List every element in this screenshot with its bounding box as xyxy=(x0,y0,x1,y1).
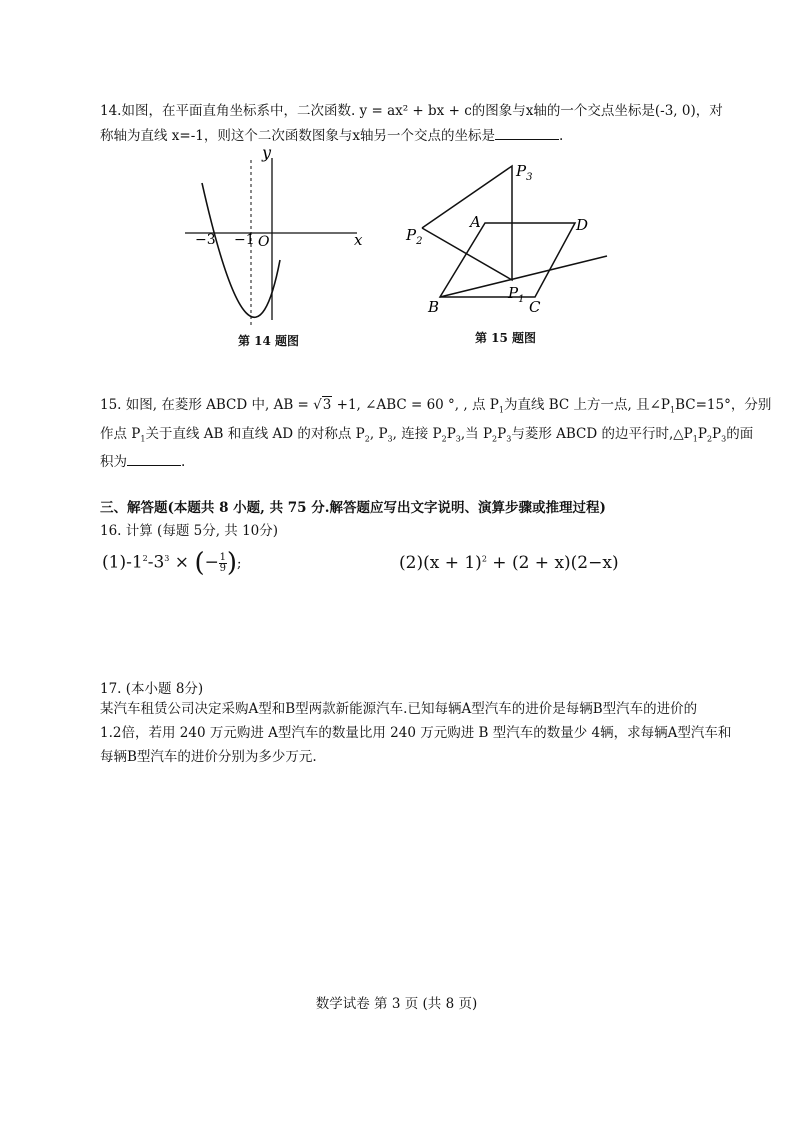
page-footer: 数学试卷 第 3 页 (共 8 页) xyxy=(315,996,478,1012)
fig14-origin: O xyxy=(258,234,270,250)
fig14-y-label: y xyxy=(262,143,272,162)
q15-line3: 积为 . xyxy=(100,454,186,470)
answer-blank-q15[interactable] xyxy=(127,453,181,466)
fig15-label-a: A xyxy=(470,213,481,231)
q17-title: 17. (本小题 8分) xyxy=(100,681,204,697)
fig15-label-d: D xyxy=(576,216,589,234)
fig15-caption: 第 15 题图 xyxy=(475,331,537,345)
q15-line2: 作点 $P_1$关于直线 AB 和直线 AD 的对称点 $P_2$, $P_3$, 连接 $P_2P_3$,当 $P_2P_3$与菱形 ABCD 的边平行时$,\triangle P_1P_2P_3$的面 xyxy=(100,426,754,444)
figure-14-parabola xyxy=(180,140,370,330)
q16-expr1: $(1)-1^2-3^3$ × (− $\frac{1}{9}$ ); xyxy=(102,548,242,578)
fig15-label-p3: $P_3$ xyxy=(516,162,533,183)
fig14-tick-minus3: −3 xyxy=(195,232,216,248)
q15-line1: 15. 如图, 在菱形 ABCD 中, AB = √3 +1, ∠ABC = 60 °, , 点 $P_1$为直线 BC 上方一点, 且$\angle P_1BC=15^\circ$，分别 xyxy=(100,397,772,415)
answer-blank-q14[interactable] xyxy=(495,127,559,140)
q14-line2-text: 称轴为直线 x=-1，则这个二次函数图象与x轴另一个交点的坐标是 xyxy=(100,128,495,144)
fraction-one-ninth: $\frac{1}{9}$ xyxy=(219,551,227,574)
q17-line1: 某汽车租赁公司决定采购A型和B型两款新能源汽车.已知每辆A型汽车的进价是每辆B型汽车的进价的 xyxy=(100,701,698,717)
fig14-tick-minus1: −1 xyxy=(234,232,255,248)
q16-expr2: $(2)(x + 1)^2 + (2 + x)(2-x)$ xyxy=(399,553,619,573)
fig14-caption: 第 14 题图 xyxy=(238,334,300,348)
q14-line1: 14.如图，在平面直角坐标系中，二次函数. y = ax² + bx + c的图象与x轴的一个交点坐标是(-3, 0)，对 xyxy=(100,103,723,119)
fig15-label-p1: $P_1$ xyxy=(508,284,525,305)
q17-line3: 每辆B型汽车的进价分别为多少万元. xyxy=(100,749,317,765)
q16-title: 16. 计算 (每题 5分, 共 10分) xyxy=(100,523,279,539)
q17-line2: 1.2倍，若用 240 万元购进 A型汽车的数量比用 240 万元购进 B 型汽车的数量少 4辆，求每辆A型汽车和 xyxy=(100,725,732,741)
fig14-x-label: x xyxy=(354,231,363,249)
fig15-label-b: B xyxy=(428,298,440,316)
fig15-label-p2: $P_2$ xyxy=(406,226,423,247)
q14-period: . xyxy=(558,128,564,144)
fig15-label-c: C xyxy=(529,298,541,316)
section3-heading: 三、解答题(本题共 8 小题, 共 75 分.解答题应写出文字说明、演算步骤或推理过程) xyxy=(100,500,606,516)
sqrt-symbol: √3 xyxy=(313,397,332,413)
figure-15-rhombus xyxy=(400,160,620,320)
